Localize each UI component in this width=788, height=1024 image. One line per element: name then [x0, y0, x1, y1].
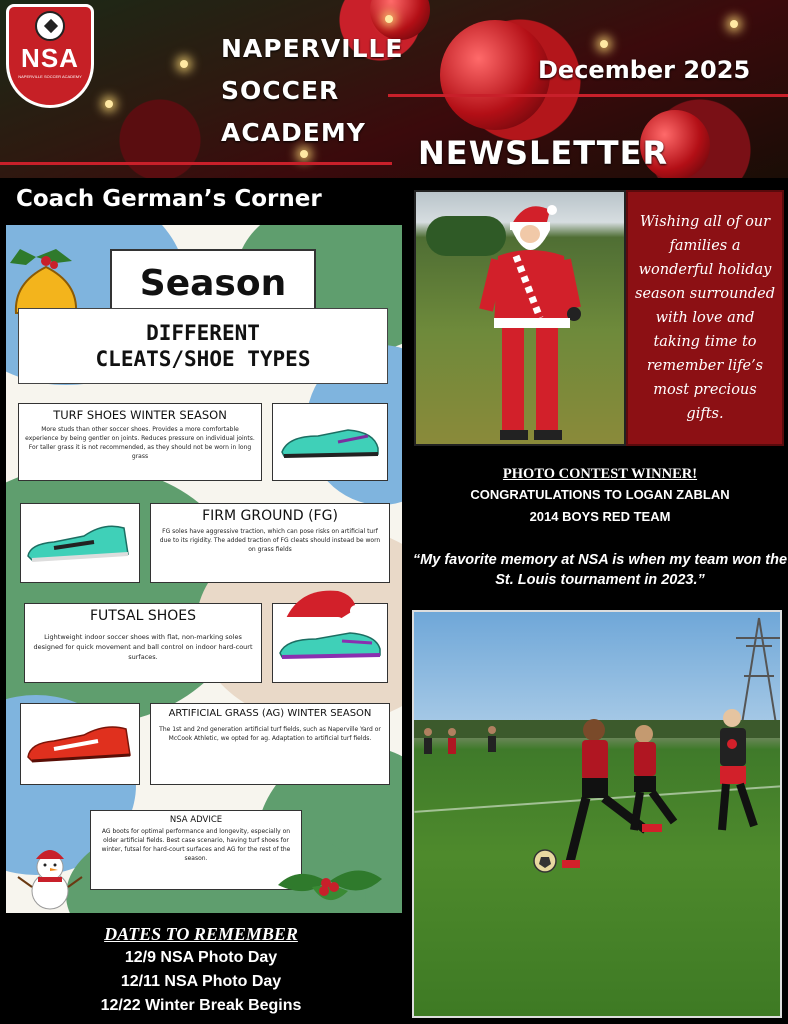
season-label-box: [110, 249, 316, 317]
shoe-icon: [24, 518, 136, 568]
issue-date: December 2025: [538, 56, 751, 84]
title-line-2: SOCCER: [221, 76, 340, 105]
santa-photo: [414, 190, 626, 446]
header-divider: [0, 162, 392, 165]
futsal-shoes-body: Lightweight indoor soccer shoes with flat, non-marking soles designed for quick movement and ball control on indoor hard-court surfaces.: [33, 633, 253, 661]
coach-corner-heading: Coach German’s Corner: [16, 186, 322, 212]
artificial-grass-title: ARTIFICIAL GRASS (AG) WINTER SEASON: [168, 708, 372, 719]
title-line-1: NAPERVILLE: [221, 34, 404, 63]
shoe-icon: [278, 422, 382, 462]
light-icon: [300, 150, 308, 158]
light-icon: [105, 100, 113, 108]
ornament-icon: [440, 20, 550, 130]
contest-title: PHOTO CONTEST WINNER!: [502, 466, 698, 482]
futsal-shoes-card: [24, 603, 262, 683]
title-line-3: ACADEMY: [221, 118, 366, 147]
background-players: [418, 724, 528, 784]
firm-ground-title: FIRM GROUND (FG): [202, 508, 338, 524]
teammate-player: [614, 722, 694, 842]
dates-heading: DATES TO REMEMBER: [104, 924, 298, 944]
date-item: 12/9 NSA Photo Day: [124, 949, 278, 966]
header-divider: [388, 94, 788, 97]
artificial-grass-body: The 1st and 2nd generation artificial turf fields, such as Naperville Yard or McCook Athletic, we opted for ag. Adaptation to artificial turf fields.: [159, 726, 381, 742]
soccer-ball-icon: [532, 848, 558, 874]
date-item: 12/22 Winter Break Begins: [100, 997, 302, 1014]
date-item: 12/11 NSA Photo Day: [120, 973, 282, 990]
cleats-heading-line2: CLEATS/SHOE TYPES: [95, 347, 311, 371]
nsa-logo: [6, 4, 94, 108]
holiday-message: Wishing all of our families a wonderful holiday season surrounded with love and taking time to remember life’s most precious gifts.: [635, 214, 775, 422]
turf-shoes-title: TURF SHOES WINTER SEASON: [53, 408, 227, 422]
futsal-shoes-title: FUTSAL SHOES: [90, 608, 196, 624]
firm-ground-body: FG soles have aggressive traction, which can pose risks on artificial turf due to its rigidity. The added traction of FG cleats should instead be worn on grass fields: [159, 528, 381, 553]
cleats-heading-line1: DIFFERENT: [146, 321, 260, 345]
season-label: Season: [139, 262, 287, 304]
light-icon: [600, 40, 608, 48]
newsletter-title: NEWSLETTER: [418, 134, 669, 172]
christmas-bell-icon: [6, 243, 98, 317]
santa-figure: [476, 200, 586, 446]
winner-quote: “My favorite memory at NSA is when my team won the St. Louis tournament in 2023.”: [412, 552, 788, 588]
nsa-advice-body: AG boots for optimal performance and longevity, especially on older artificial fields. Best case scenario, having turf shoes for winter, futsal for hard-court surfaces and AG for the rest of the season.: [101, 828, 291, 862]
cleats-flyer: [6, 225, 402, 913]
nsa-advice-title: NSA ADVICE: [169, 815, 223, 825]
turf-shoe-image: [272, 403, 388, 481]
holly-icon: [268, 855, 388, 911]
light-icon: [180, 60, 188, 68]
shoe-icon: [24, 719, 136, 769]
cleats-heading-box: [18, 308, 388, 384]
contest-team: 2014 BOYS RED TEAM: [529, 509, 671, 524]
opponent-player: [698, 706, 778, 846]
snowman-icon: [16, 847, 84, 911]
logo-text: NSA: [21, 43, 79, 73]
fg-shoe-image: [20, 503, 140, 583]
turf-shoes-card: [18, 403, 262, 481]
turf-shoes-body: More studs than other soccer shoes. Provides a more comfortable experience by being gentler on joints. Reduces pressure on individual joints. For taller grass it is not recommended, as they should not be worn in long grass: [25, 426, 255, 460]
game-photo: [412, 610, 782, 1018]
firm-ground-card: [150, 503, 390, 583]
contest-winner: CONGRATULATIONS TO LOGAN ZABLAN: [470, 487, 730, 502]
header-banner: [0, 0, 788, 178]
light-icon: [385, 15, 393, 23]
holiday-message-box: [626, 190, 784, 446]
soccer-ball-icon: [35, 11, 65, 41]
artificial-grass-card: [150, 703, 390, 785]
ag-shoe-image: [20, 703, 140, 785]
logo-subtext: NAPERVILLE SOCCER ACADEMY: [18, 74, 82, 79]
light-icon: [730, 20, 738, 28]
santa-hat-icon: [278, 583, 362, 631]
